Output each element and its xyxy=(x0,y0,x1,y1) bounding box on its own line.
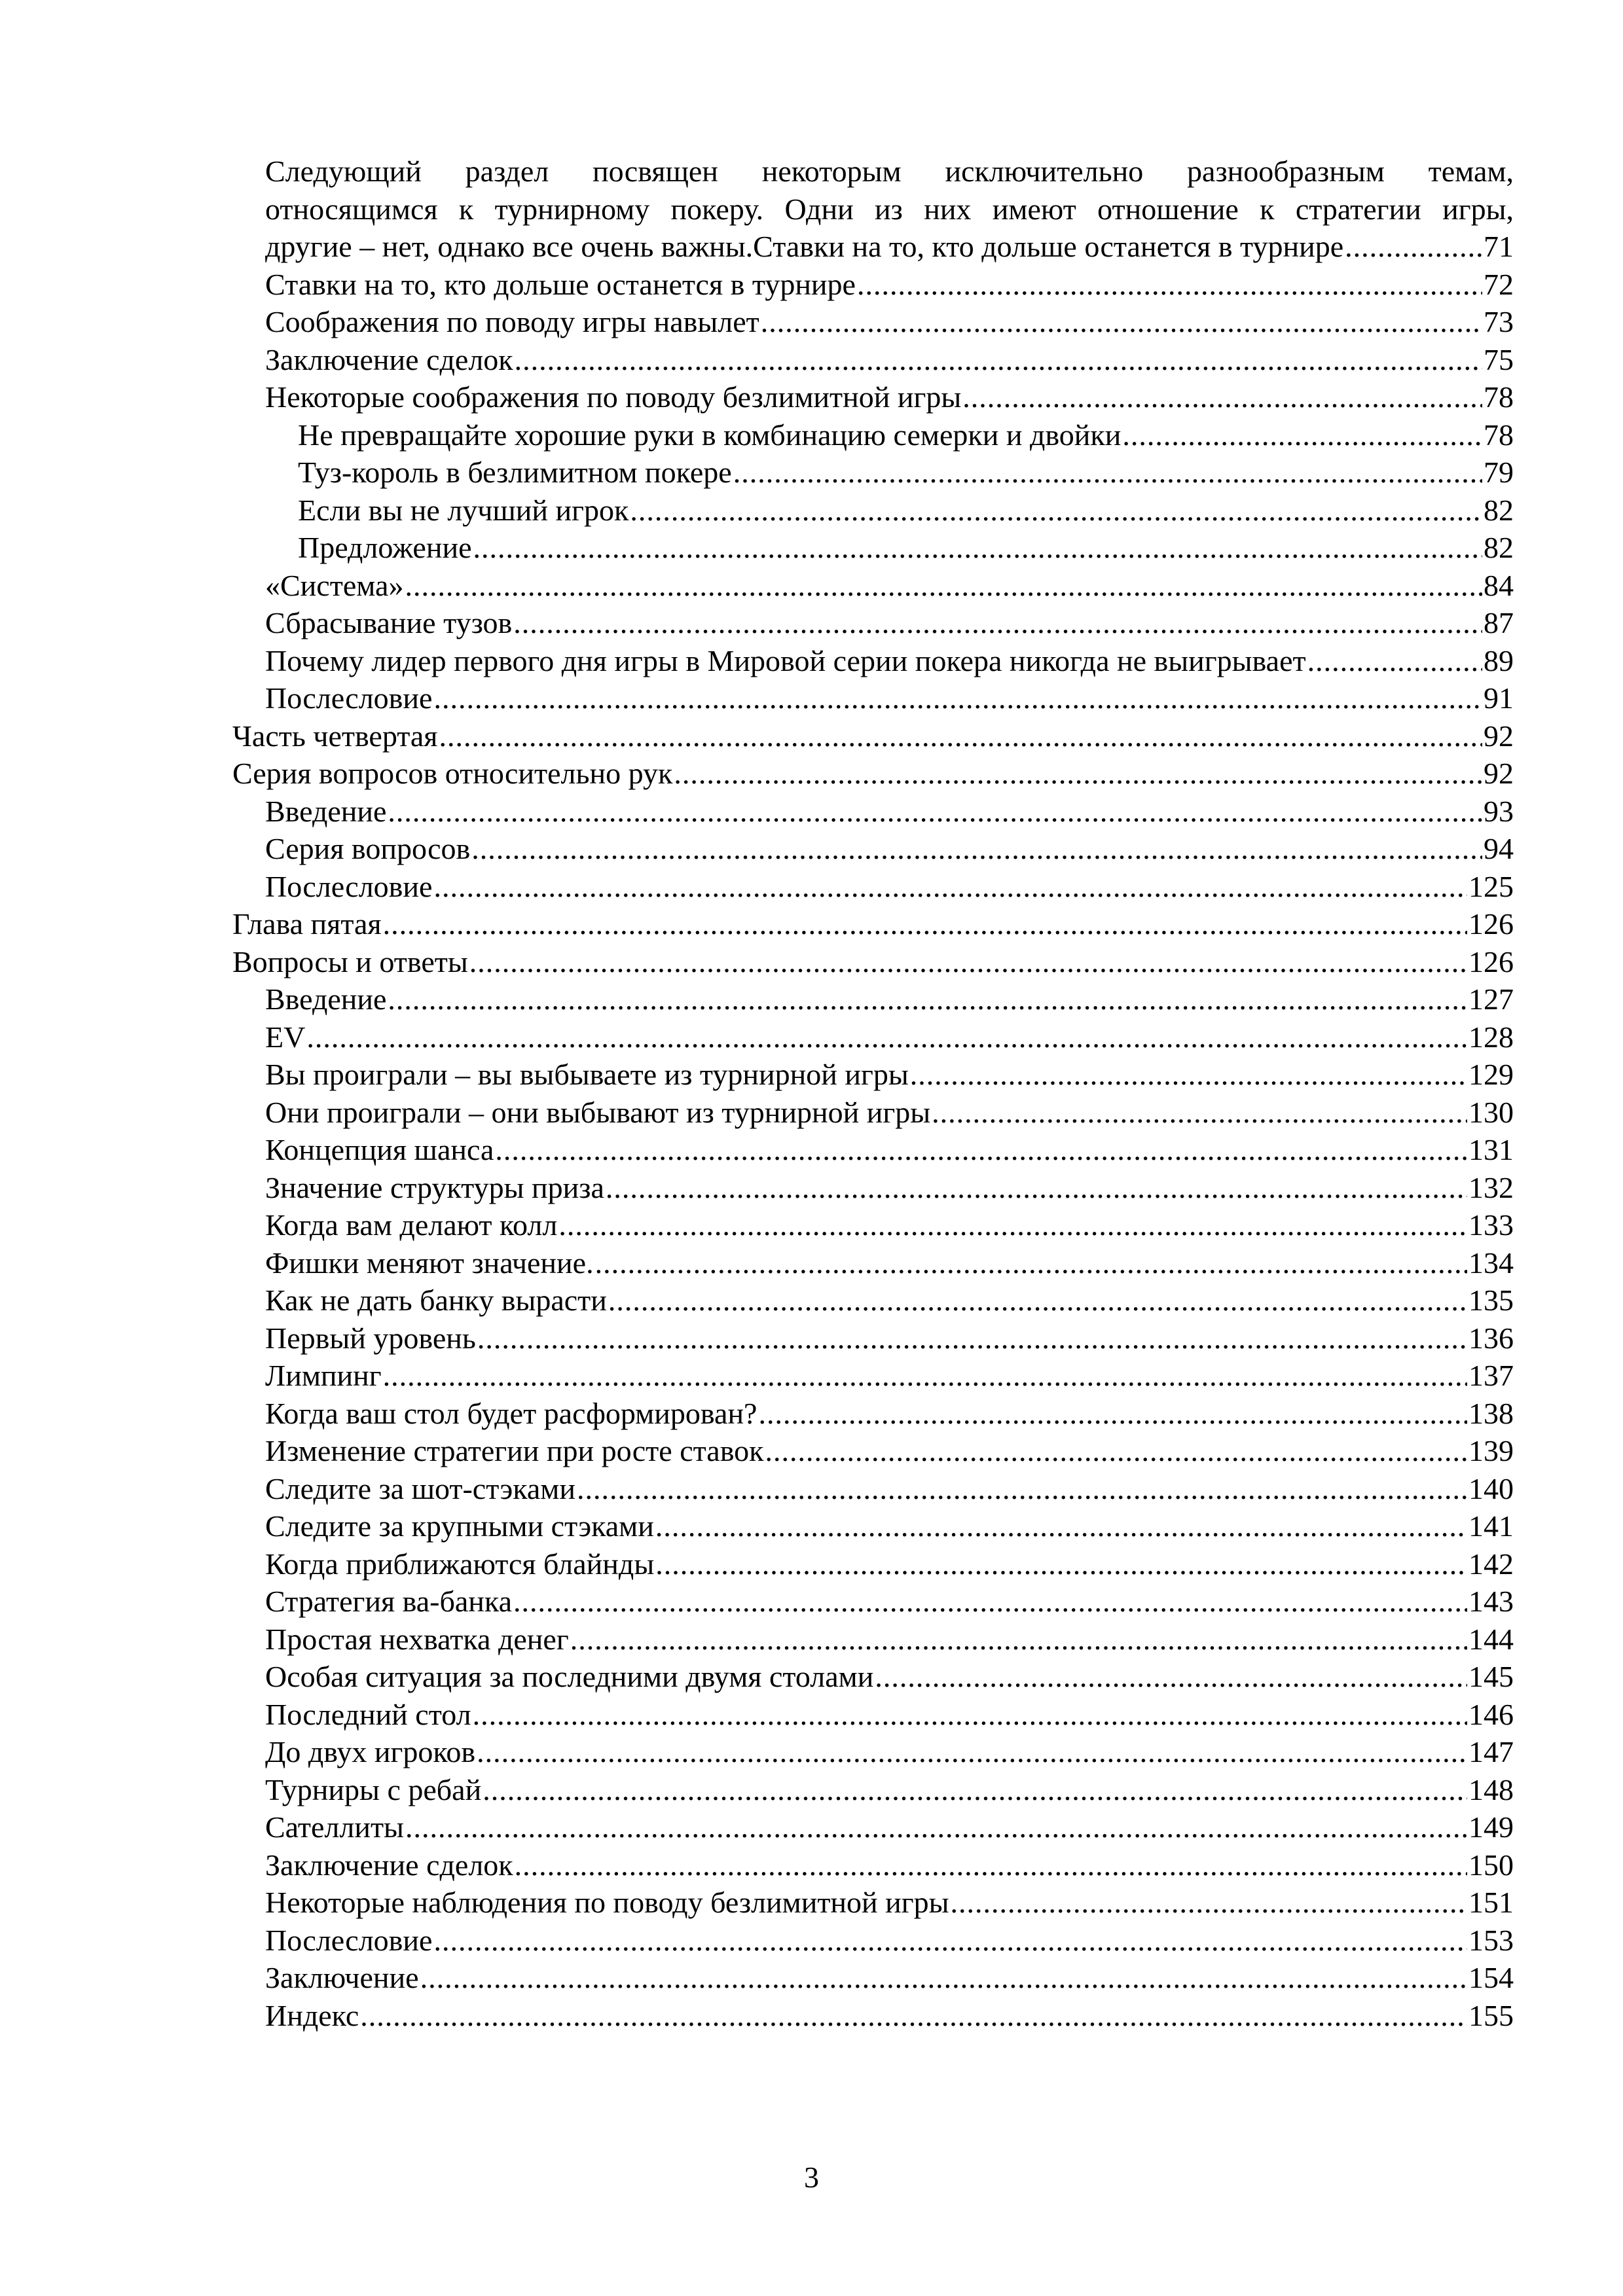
toc-dot-leader xyxy=(962,378,1482,416)
toc-dot-leader xyxy=(761,303,1482,341)
toc-dot-leader xyxy=(471,830,1482,868)
toc-entry[interactable] xyxy=(232,1094,1514,1132)
toc-entry[interactable] xyxy=(232,266,1514,304)
toc-entry-page: 75 xyxy=(1484,342,1514,376)
toc-entry-title: Заключение сделок xyxy=(265,1848,513,1882)
toc-entry[interactable] xyxy=(232,1922,1514,1960)
toc-entry-page: 78 xyxy=(1484,418,1514,452)
toc-dot-leader xyxy=(674,755,1482,793)
toc-entry-page: 142 xyxy=(1468,1547,1514,1581)
toc-entry[interactable] xyxy=(232,1357,1514,1395)
toc-entry[interactable] xyxy=(232,980,1514,1018)
toc-entry-title: Заключение сделок xyxy=(265,342,513,376)
toc-dot-leader xyxy=(1307,642,1482,680)
page-number: 3 xyxy=(804,2161,819,2194)
toc-entry[interactable] xyxy=(232,755,1514,793)
toc-dot-leader xyxy=(655,1545,1467,1583)
toc-dot-leader xyxy=(655,1507,1467,1545)
toc-dot-leader xyxy=(570,1621,1467,1659)
toc-entry-page: 131 xyxy=(1468,1133,1514,1166)
toc-entry-title: До двух игроков xyxy=(265,1735,476,1768)
toc-dot-leader xyxy=(630,492,1482,529)
toc-entry-page: 130 xyxy=(1468,1095,1514,1129)
toc-dot-leader xyxy=(577,1470,1467,1508)
toc-entry-title: Первый уровень xyxy=(265,1321,476,1355)
toc-dot-leader xyxy=(420,1959,1467,1997)
toc-dot-leader xyxy=(515,1846,1467,1884)
toc-entry-page: 89 xyxy=(1484,643,1514,677)
toc-entry-page: 82 xyxy=(1484,531,1514,564)
toc-entry-page: 128 xyxy=(1468,1020,1514,1054)
toc-entry[interactable] xyxy=(232,1244,1514,1282)
toc-entry-page: 132 xyxy=(1468,1170,1514,1204)
toc-entry-title: Простая нехватка денег xyxy=(265,1622,569,1656)
toc-dot-leader xyxy=(473,529,1483,567)
toc-entry-page: 73 xyxy=(1484,305,1514,338)
toc-entry-title: Глава пятая xyxy=(232,907,382,941)
toc-dot-leader xyxy=(433,868,1467,906)
toc-entry-title: Вопросы и ответы xyxy=(232,944,468,978)
toc-entry-page: 129 xyxy=(1468,1058,1514,1091)
toc-entry-page: 92 xyxy=(1484,757,1514,790)
toc-entry-title: Ставки на то, кто дольше останется в турнире xyxy=(265,267,856,301)
toc-entry-title: Серия вопросов xyxy=(265,832,471,865)
toc-entry-title: Послесловие xyxy=(265,681,433,715)
toc-entry-title: Фишки меняют значение. xyxy=(265,1246,594,1280)
toc-dot-leader xyxy=(733,454,1482,492)
toc-entry-page: 148 xyxy=(1468,1772,1514,1806)
toc-entry[interactable] xyxy=(232,1621,1514,1659)
toc-entry-page: 136 xyxy=(1468,1321,1514,1355)
toc-entry-page: 140 xyxy=(1468,1471,1514,1505)
toc-entry-title: Когда вам делают колл xyxy=(265,1208,558,1242)
toc-entry-title: Послесловие xyxy=(265,1923,433,1957)
toc-entry-title: Часть четвертая xyxy=(232,719,438,753)
toc-dot-leader xyxy=(515,341,1482,379)
toc-dot-leader xyxy=(932,1094,1467,1132)
toc-entry[interactable] xyxy=(232,793,1514,831)
toc-entry-page: 144 xyxy=(1468,1622,1514,1656)
toc-dot-leader xyxy=(608,1282,1467,1319)
toc-dot-leader xyxy=(595,1244,1467,1282)
toc-entry-title: Серия вопросов относительно рук xyxy=(232,757,673,790)
toc-entry-title: Как не дать банку вырасти xyxy=(265,1283,607,1317)
toc-entry-page: 87 xyxy=(1484,606,1514,639)
toc-entry-page: 145 xyxy=(1468,1660,1514,1693)
toc-entry-title: Следите за крупными стэками xyxy=(265,1509,654,1543)
toc-entry-intro-continuation[interactable] xyxy=(232,228,1514,266)
toc-entry[interactable] xyxy=(232,1997,1514,2035)
toc-entry[interactable] xyxy=(232,1018,1514,1056)
toc-entry[interactable] xyxy=(232,529,1514,567)
toc-dot-leader xyxy=(513,604,1482,642)
toc-dot-leader xyxy=(405,1808,1467,1846)
toc-entry[interactable] xyxy=(232,604,1514,642)
toc-entry[interactable] xyxy=(232,1282,1514,1319)
toc-dot-leader xyxy=(558,1206,1467,1244)
toc-entry-title: Когда ваш стол будет расформирован? xyxy=(265,1396,757,1430)
toc-entry-title: Следите за шот-стэками xyxy=(265,1471,576,1505)
toc-entry[interactable] xyxy=(232,830,1514,868)
toc-dot-leader xyxy=(483,1771,1467,1809)
toc-entry-page: 127 xyxy=(1468,982,1514,1016)
toc-entry[interactable] xyxy=(232,416,1514,454)
toc-entry[interactable] xyxy=(232,341,1514,379)
toc-entry-title: Не превращайте хорошие руки в комбинацию семерки и двойки xyxy=(298,418,1122,452)
toc-dot-leader xyxy=(388,793,1482,831)
toc-entry-title: Они проиграли – они выбывают из турнирной игры xyxy=(265,1095,931,1129)
toc-entry-title: Концепция шанса xyxy=(265,1133,494,1166)
toc-entry[interactable] xyxy=(232,1545,1514,1583)
toc-entry[interactable] xyxy=(232,1432,1514,1470)
toc-entry[interactable] xyxy=(232,492,1514,529)
toc-entry-title: EV xyxy=(265,1020,306,1054)
toc-entry-page: 126 xyxy=(1468,907,1514,941)
intro-line-2: относящимся к турнирному покеру. Одни из них имеют отношение к стратегии игры, xyxy=(265,192,1514,226)
toc-entry-page: 137 xyxy=(1468,1359,1514,1392)
toc-dot-leader xyxy=(477,1733,1467,1771)
toc-entry-page: 139 xyxy=(1468,1434,1514,1467)
toc-entry-page: 134 xyxy=(1468,1246,1514,1280)
toc-entry-page: 138 xyxy=(1468,1396,1514,1430)
toc-dot-leader xyxy=(360,1997,1467,2035)
toc-entry-page: 91 xyxy=(1484,681,1514,715)
toc-entry[interactable] xyxy=(232,679,1514,717)
toc-entry-title: Турниры с ребай xyxy=(265,1772,482,1806)
toc-entry[interactable] xyxy=(232,1206,1514,1244)
toc-dot-leader xyxy=(765,1432,1467,1470)
toc-entry-page: 149 xyxy=(1468,1810,1514,1844)
toc-entry[interactable] xyxy=(232,1658,1514,1696)
toc-dot-leader xyxy=(469,943,1467,981)
toc-entry-page: 146 xyxy=(1468,1697,1514,1731)
toc-entry[interactable] xyxy=(232,1395,1514,1433)
toc-entry-page: 147 xyxy=(1468,1735,1514,1768)
toc-entry[interactable] xyxy=(232,1507,1514,1545)
toc-dot-leader xyxy=(513,1583,1467,1621)
toc-dot-leader xyxy=(606,1169,1467,1207)
toc-entry-title: Изменение стратегии при росте ставок xyxy=(265,1434,764,1467)
toc-dot-leader xyxy=(433,1922,1467,1960)
toc-entry[interactable] xyxy=(232,1884,1514,1922)
toc-entry-page: 133 xyxy=(1468,1208,1514,1242)
toc-entry-title: Значение структуры приза xyxy=(265,1170,604,1204)
toc-entry[interactable] xyxy=(232,1733,1514,1771)
toc-entry-title: другие – нет, однако все очень важны.Ставки на то, кто дольше останется в турнире xyxy=(265,230,1344,263)
intro-line-1: Следующий раздел посвящен некоторым исключительно разнообразным темам, xyxy=(265,154,1514,188)
toc-entry-page: 82 xyxy=(1484,493,1514,527)
toc-entry-page: 150 xyxy=(1468,1848,1514,1882)
toc-entry[interactable] xyxy=(232,717,1514,755)
toc-entry-page: 141 xyxy=(1468,1509,1514,1543)
toc-dot-leader xyxy=(857,266,1482,304)
toc-entry-title: Если вы не лучший игрок xyxy=(298,493,629,527)
toc-entry[interactable] xyxy=(232,303,1514,341)
toc-entry[interactable] xyxy=(232,1131,1514,1169)
toc-dot-leader xyxy=(383,905,1467,943)
toc-entry-title: Соображения по поводу игры навылет xyxy=(265,305,759,338)
toc-dot-leader xyxy=(910,1056,1467,1094)
toc-entry-title: Когда приближаются блайнды xyxy=(265,1547,655,1581)
toc-dot-leader xyxy=(433,679,1482,717)
toc-entry-page: 84 xyxy=(1484,568,1514,602)
toc-dot-leader xyxy=(875,1658,1467,1696)
toc-entry-page: 153 xyxy=(1468,1923,1514,1957)
toc-entry-title: Предложение xyxy=(298,531,472,564)
toc-entry[interactable] xyxy=(232,1583,1514,1621)
toc-entry-page: 71 xyxy=(1484,230,1514,263)
toc-entry[interactable] xyxy=(232,1169,1514,1207)
toc-dot-leader xyxy=(477,1319,1467,1357)
toc-entry-title: «Система» xyxy=(265,568,404,602)
toc-entry-page: 151 xyxy=(1468,1886,1514,1919)
toc-entry-page: 79 xyxy=(1484,456,1514,489)
toc-entry[interactable] xyxy=(232,868,1514,906)
toc-dot-leader xyxy=(1122,416,1482,454)
toc-entry-title: Заключение xyxy=(265,1961,419,1994)
toc-entry-list xyxy=(232,266,1514,2035)
toc-entry[interactable] xyxy=(232,905,1514,943)
toc-dot-leader xyxy=(1345,228,1482,266)
toc-entry[interactable] xyxy=(232,1470,1514,1508)
toc-dot-leader xyxy=(306,1018,1467,1056)
toc-entry-title: Послесловие xyxy=(265,869,433,903)
toc-entry-title: Стратегия ва-банка xyxy=(265,1585,512,1618)
toc-entry-title: Некоторые наблюдения по поводу безлимитной игры xyxy=(265,1886,949,1919)
toc-entry[interactable] xyxy=(232,454,1514,492)
toc-dot-leader xyxy=(405,567,1482,605)
toc-entry-title: Индекс xyxy=(265,1998,359,2032)
table-of-contents xyxy=(232,152,1514,2034)
toc-entry-page: 92 xyxy=(1484,719,1514,753)
toc-entry-page: 126 xyxy=(1468,944,1514,978)
toc-dot-leader xyxy=(473,1696,1467,1734)
toc-entry-title: Введение xyxy=(265,794,387,828)
toc-entry-title: Сателлиты xyxy=(265,1810,404,1844)
toc-entry-title: Лимпинг xyxy=(265,1359,382,1392)
toc-entry-page: 72 xyxy=(1484,267,1514,301)
toc-entry[interactable] xyxy=(232,1846,1514,1884)
toc-dot-leader xyxy=(383,1357,1467,1395)
toc-entry[interactable] xyxy=(232,943,1514,981)
toc-entry[interactable] xyxy=(232,1696,1514,1734)
toc-dot-leader xyxy=(758,1395,1467,1433)
toc-dot-leader xyxy=(951,1884,1467,1922)
toc-entry-title: Особая ситуация за последними двумя столами xyxy=(265,1660,874,1693)
toc-entry[interactable] xyxy=(232,1959,1514,1997)
toc-entry-page: 154 xyxy=(1468,1961,1514,1994)
toc-entry[interactable] xyxy=(232,567,1514,605)
toc-entry-title: Некоторые соображения по поводу безлимитной игры xyxy=(265,380,962,414)
toc-entry-title: Введение xyxy=(265,982,387,1016)
toc-entry[interactable] xyxy=(232,378,1514,416)
toc-dot-leader xyxy=(495,1131,1467,1169)
toc-entry-page: 78 xyxy=(1484,380,1514,414)
toc-entry-title: Почему лидер первого дня игры в Мировой серии покера никогда не выигрывает xyxy=(265,643,1306,677)
toc-dot-leader xyxy=(439,717,1482,755)
toc-entry[interactable] xyxy=(232,1319,1514,1357)
toc-entry-page: 143 xyxy=(1468,1585,1514,1618)
toc-entry-title: Сбрасывание тузов xyxy=(265,606,513,639)
toc-dot-leader xyxy=(388,980,1467,1018)
toc-entry-page: 94 xyxy=(1484,832,1514,865)
toc-entry[interactable] xyxy=(232,1771,1514,1809)
toc-entry-title: Туз-король в безлимитном покере xyxy=(298,456,732,489)
toc-entry[interactable] xyxy=(232,642,1514,680)
toc-entry[interactable] xyxy=(232,1808,1514,1846)
toc-entry-title: Вы проиграли – вы выбываете из турнирной игры xyxy=(265,1058,909,1091)
toc-entry-title: Последний стол xyxy=(265,1697,471,1731)
intro-paragraph xyxy=(232,152,1514,228)
toc-entry-page: 125 xyxy=(1468,869,1514,903)
toc-entry-page: 155 xyxy=(1468,1998,1514,2032)
toc-entry-page: 135 xyxy=(1468,1283,1514,1317)
toc-entry-page: 93 xyxy=(1484,794,1514,828)
toc-entry[interactable] xyxy=(232,1056,1514,1094)
